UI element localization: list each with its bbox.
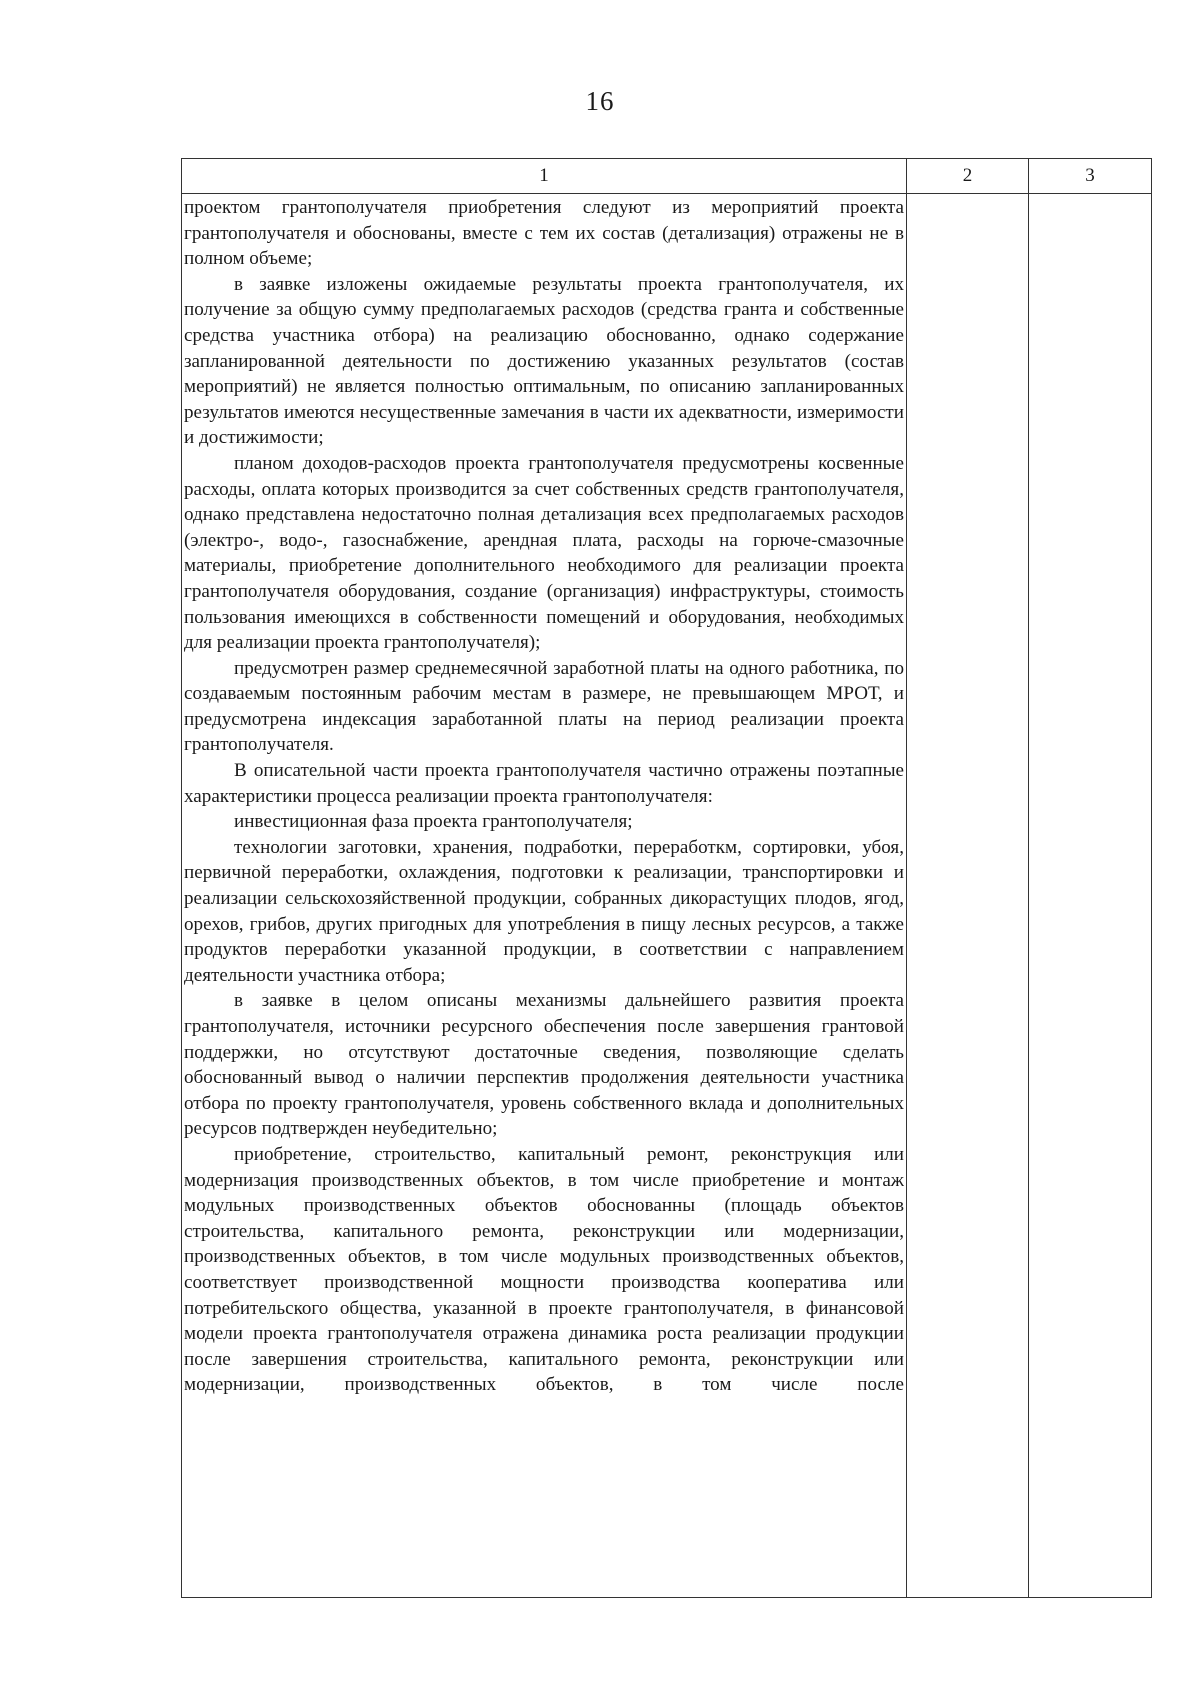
paragraph: проектом грантополучателя приобретения следуют из мероприятий проекта грантополучателя и обоснованы, вместе с тем их состав (детализация) отражены не в полном объеме; (184, 197, 904, 270)
page-number: 16 (585, 86, 615, 116)
paragraph: инвестиционная фаза проекта грантополучателя; (234, 811, 633, 833)
column-header-1: 1 (182, 159, 907, 194)
paragraph: в заявке в целом описаны механизмы дальнейшего развития проекта грантополучателя, источники ресурсного обеспечения после завершения грантовой поддержки, но отсутствуют достаточные сведения, позволяющие сделать обоснованный вывод о наличии перспектив продолжения деятельности участника отбора по проекту грантополучателя, уровень собственного вклада и дополнительных ресурсов подтвержден неубедительно; (184, 990, 904, 1140)
description-cell (182, 194, 907, 1598)
column-3-cell (1029, 194, 1152, 1598)
column-header-3: 3 (1029, 159, 1152, 194)
paragraph: планом доходов-расходов проекта грантополучателя предусмотрены косвенные расходы, оплата которых производится за счет собственных средств грантополучателя, однако представлена недостаточно полная детализация всех предполагаемых расходов (электро-, водо-, газоснабжение, арендная плата, расходы на горюче-смазочные материалы, приобретение дополнительного необходимого для реализации проекта грантополучателя оборудования, создание (организация) инфраструктуры, стоимость пользования имеющихся в собственности помещений и оборудования, необходимых для реализации проекта грантополучателя); (184, 452, 904, 654)
paragraph: в заявке изложены ожидаемые результаты проекта грантополучателя, их получение за общую сумму предполагаемых расходов (средства гранта и собственные средства участника отбора) на реализацию обоснованно, однако содержание запланированной деятельности по достижению указанных результатов (состав мероприятий) не является полностью оптимальным, по описанию запланированных результатов имеются несущественные замечания в части их адекватности, измеримости и достижимости; (184, 273, 904, 449)
paragraph: технологии заготовки, хранения, подработки, переработкм, сортировки, убоя, первичной переработки, охлаждения, подготовки к реализации, транспортировки и реализации сельскохозяйственной продукции, собранных дикорастущих плодов, ягод, орехов, грибов, других пригодных для употребления в пищу лесных ресурсов, а также продуктов переработки указанной продукции, в соответствии с направлением деятельности участника отбора; (184, 836, 904, 986)
criteria-table (181, 158, 1152, 1598)
table-row (182, 194, 1152, 1598)
column-header-2: 2 (907, 159, 1029, 194)
description-text (182, 194, 906, 1398)
paragraph: В описательной части проекта грантополучателя частично отражены поэтапные характеристики процесса реализации проекта грантополучателя: (184, 760, 904, 807)
paragraph: предусмотрен размер среднемесячной заработной платы на одного работника, по создаваемым постоянным рабочим местам в размере, не превышающем МРОТ, и предусмотрена индексация заработанной платы на период реализации проекта грантополучателя. (184, 657, 904, 756)
paragraph: приобретение, строительство, капитальный ремонт, реконструкция или модернизация производственных объектов, в том числе приобретение и монтаж модульных производственных объектов обоснованны (площадь объектов строительства, капитального ремонта, реконструкции или модернизации, производственных объектов, в том числе модульных производственных объектов, соответствует производственной мощности производства кооператива или потребительского общества, указанной в проекте грантополучателя, в финансовой модели проекта грантополучателя отражена динамика роста реализации продукции после завершения строительства, капитального ремонта, реконструкции или модернизации, производственных объектов, в том числе после (184, 1143, 904, 1396)
table-header-row (182, 159, 1152, 194)
column-2-cell (907, 194, 1029, 1598)
